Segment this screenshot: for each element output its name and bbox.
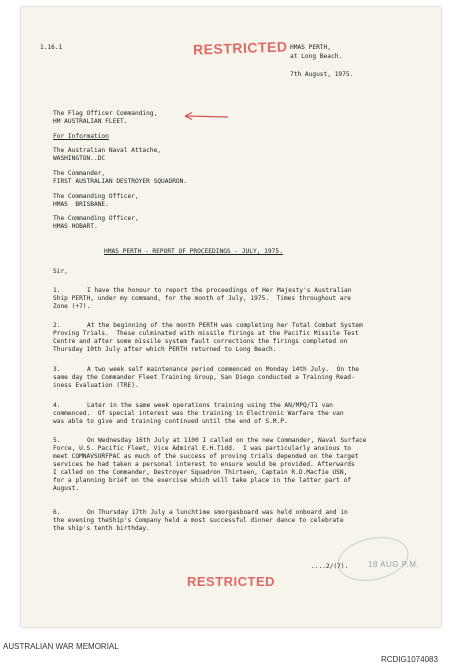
reference-number: 1.16.1 [40,44,63,51]
paragraph-line: A two week self maintenance period commenced on Monday 14th July. On the [87,366,359,373]
paragraph-line: was able to give and training continued until the end of S.M.P. [53,418,288,425]
ship-name: HMAS PERTH, [290,44,331,51]
paragraph-line: for a planning brief on the exercise which will take place in the latter part of [53,477,352,484]
paragraph-line: Thursday 10th July after which PERTH returned to Long Beach. [53,346,277,353]
salutation: Sir, [53,268,68,275]
paragraph-number: 5. [53,437,61,444]
info-addressee: The Commanding Officer, [53,215,139,222]
red-arrow-icon [180,110,232,122]
ship-location: at Long Beach. [290,53,343,60]
paragraph-line: Force, U.S. Pacific Fleet, Vice Admiral E.H.Tidd. I was particularly anxious to [53,445,352,452]
paragraph-number: 1. [53,287,61,294]
paragraph-line: Zone (+7). [53,303,91,310]
paragraph-line: the evening theShip's Company held a most successful dinner dance to celebrate [53,517,344,524]
paragraph-number: 6. [53,509,61,516]
addressee-line-2: HM AUSTRALIAN FLEET. [53,118,128,125]
footer-record-id: RCDIG1074083 [381,655,438,664]
document-page [21,7,441,627]
paragraph-line: iness Evaluation (TRE). [53,382,139,389]
info-addressee: HMAS BRISBANE. [53,201,109,208]
restricted-stamp-top: RESTRICTED [192,38,288,58]
paragraph-line: commenced. Of special interest was the training in Electronic Warfare the van [53,410,344,417]
letter-date: 7th August, 1975. [290,71,354,78]
paragraph-number: 3. [53,366,61,373]
paragraph-line: I have the honour to report the proceedings of Her Majesty's Australian [87,287,352,294]
paragraph-number: 4. [53,402,61,409]
info-addressee: HMAS HOBART. [53,223,98,230]
paragraph-line: the ship's tenth birthday. [53,525,150,532]
paragraph-line: August. [53,485,80,492]
footer-institution: AUSTRALIAN WAR MEMORIAL [3,642,119,651]
paragraph-line: same day the Commander Fleet Training Group, San Diego conducted a Training Read- [53,374,355,381]
info-addressee: The Commanding Officer, [53,193,139,200]
paragraph-line: On Thursday 17th July a lunchtime smorgasboard was held onboard and in [87,509,348,516]
for-information-heading: For Information [53,133,109,140]
info-addressee: The Australian Naval Attache, [53,147,162,154]
paragraph-line: meet COMNAVSURFPAC as much of the success of proving trials depended on the target [53,453,359,460]
continuation-marker: ....2/(7). [311,563,349,570]
paragraph-line: services he had taken a personal interest to ensure would be provided. Afterwards [53,461,355,468]
paragraph-line: Later in the same week operations training using the AN/MPQ/T1 van [87,402,333,409]
info-addressee: FIRST AUSTRALIAN DESTROYER SQUADRON. [53,178,188,185]
restricted-stamp-bottom: RESTRICTED [187,574,276,589]
paragraph-line: I called on the Commander, Destroyer Squadron Thirteen, Captain R.D.Macfie USN, [53,469,348,476]
received-date-stamp: 18 AUG P.M. [368,560,420,569]
paragraph-line: At the beginning of the month PERTH was completing her Total Combat System [87,322,363,329]
report-title: HMAS PERTH - REPORT OF PROCEEDINGS - JULY, 1975. [104,248,283,255]
paragraph-number: 2. [53,322,61,329]
addressee-line-1: The Flag Officer Commanding, [53,110,158,117]
paragraph-line: Ship PERTH, under my command, for the month of July, 1975. Times throughout are [53,295,352,302]
info-addressee: WASHINGTON..DC [53,155,106,162]
info-addressee: The Commander, [53,170,106,177]
paragraph-line: Proving Trials. These culminated with missile firings at the Pacific Missile Test [53,330,359,337]
paragraph-line: On Wednesday 16th July at 1100 I called on the new Commander, Naval Surface [87,437,367,444]
paragraph-line: Centre and after some missile system fault corrections the firings completed on [53,338,348,345]
